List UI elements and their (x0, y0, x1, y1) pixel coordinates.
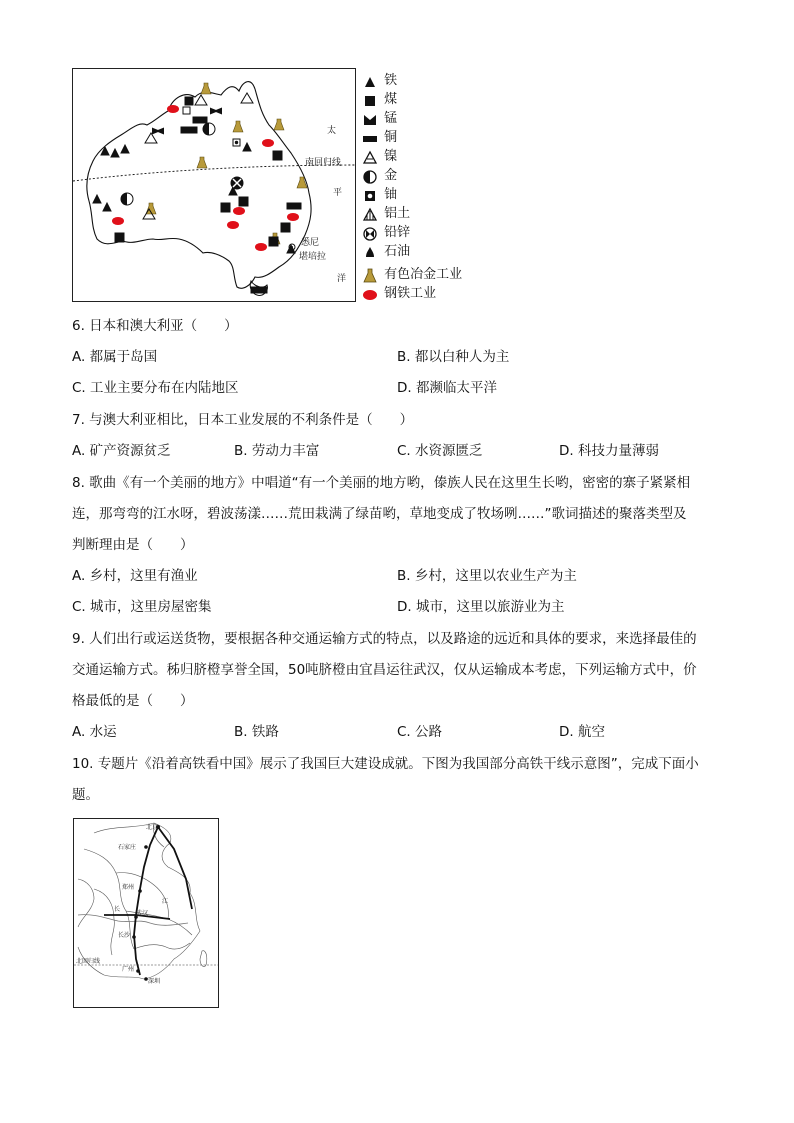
australia-map-legend (362, 72, 502, 304)
australia-coastline (87, 82, 311, 289)
question-8-stem-line-3: 判断理由是（ ） (72, 537, 194, 553)
legend-item-steel: 钢铁工业 (362, 285, 436, 303)
question-8-option-c[interactable]: C. 城市，这里房屋密集 (72, 599, 212, 615)
legend-item-manganese: 锰 (362, 110, 397, 128)
square-dot-icon (362, 187, 378, 203)
triangle-outline-icon (362, 149, 378, 165)
question-9-option-c[interactable]: C. 公路 (397, 724, 443, 740)
river-label-jiang: 江 (162, 898, 169, 905)
red-oval-icon (362, 286, 378, 302)
oil-drop-icon (362, 244, 378, 260)
triangle-hatched-icon (362, 206, 378, 222)
city-shijiazhuang: 石家庄 (118, 844, 137, 851)
australia-map-frame (72, 68, 356, 302)
question-7-stem: 7. 与澳大利亚相比，日本工业发展的不利条件是（ ） (72, 412, 414, 428)
question-9-option-a[interactable]: A. 水运 (72, 724, 117, 740)
question-8-option-d[interactable]: D. 城市，这里以旅游业为主 (397, 599, 565, 615)
legend-item-lead-zinc: 铅锌 (362, 224, 410, 242)
city-beijing: 北京 (146, 824, 159, 831)
question-9-stem-line-3: 格最低的是（ ） (72, 693, 194, 709)
hourglass-circle-icon (362, 225, 378, 241)
tropic-label: 南回归线 (305, 158, 342, 168)
city-wuhan: 武汉 (136, 910, 149, 917)
square-filled-icon (362, 92, 378, 108)
taiwan-outline (200, 951, 207, 967)
legend-item-coal: 煤 (362, 91, 397, 109)
question-9-stem-line-1: 9. 人们出行或运送货物，要根据各种交通运输方式的特点，以及路途的远近和具体的要求，来选择最佳的 (72, 631, 697, 647)
flask-icon (362, 267, 378, 283)
australia-map (73, 69, 355, 301)
question-6-option-a[interactable]: A. 都属于岛国 (72, 349, 158, 365)
city-guangzhou: 广州 (122, 966, 135, 973)
question-10-stem-line-1: 10. 专题片《沿着高铁看中国》展示了我国巨大建设成就。下图为我国部分高铁干线示意图”，完成下面小 (72, 756, 699, 772)
ocean-label-yang: 洋 (337, 274, 347, 284)
legend-item-nickel: 镍 (362, 148, 397, 166)
question-7-option-d[interactable]: D. 科技力量薄弱 (559, 443, 659, 459)
ocean-label-ping: 平 (333, 188, 343, 198)
question-9-stem-line-2: 交通运输方式。秭归脐橙享誉全国，50吨脐橙由宜昌运往武汉，仅从运输成本考虑，下列运输方式中，价 (72, 662, 697, 678)
question-6-option-b[interactable]: B. 都以白种人为主 (397, 349, 510, 365)
bar-icon (362, 130, 378, 146)
question-6-option-c[interactable]: C. 工业主要分布在内陆地区 (72, 380, 239, 396)
city-changsha: 长沙 (118, 932, 131, 939)
half-circle-icon (362, 168, 378, 184)
legend-item-iron: 铁 (362, 72, 397, 90)
legend-item-oil: 石油 (362, 243, 410, 261)
question-6-stem: 6. 日本和澳大利亚（ ） (72, 318, 238, 334)
outline-markers (121, 93, 253, 219)
yangtze-river (78, 915, 188, 926)
legend-item-copper: 铜 (362, 129, 397, 147)
sydney-label: 悉尼 (301, 238, 320, 248)
legend-item-bauxite: 铝土 (362, 205, 410, 223)
tropic-of-cancer-label: 北回归线 (76, 958, 101, 965)
question-8-option-a[interactable]: A. 乡村，这里有渔业 (72, 568, 198, 584)
triangle-filled-icon (362, 73, 378, 89)
question-9-option-d[interactable]: D. 航空 (559, 724, 605, 740)
question-8-option-b[interactable]: B. 乡村，这里以农业生产为主 (397, 568, 577, 584)
question-6-option-d[interactable]: D. 都濒临太平洋 (397, 380, 497, 396)
legend-item-uranium: 铀 (362, 186, 397, 204)
question-7-option-c[interactable]: C. 水资源匮乏 (397, 443, 483, 459)
china-rail-map-frame (73, 818, 219, 1008)
question-7-option-b[interactable]: B. 劳动力丰富 (234, 443, 320, 459)
legend-item-metallurgy: 有色冶金工业 (362, 266, 462, 284)
china-rail-map (74, 819, 218, 1007)
question-8-stem-line-1: 8. 歌曲《有一个美丽的地方》中唱道“有一个美丽的地方哟，傣族人民在这里生长哟，密密的寨子紧紧相 (72, 475, 691, 491)
legend-item-gold: 金 (362, 167, 397, 185)
canberra-label: 堪培拉 (299, 252, 327, 262)
city-zhengzhou: 郑州 (122, 884, 135, 891)
river-label-chang: 长 (114, 906, 121, 913)
question-10-stem-line-2: 题。 (72, 787, 99, 803)
question-7-option-a[interactable]: A. 矿产资源贫乏 (72, 443, 171, 459)
question-9-option-b[interactable]: B. 铁路 (234, 724, 279, 740)
ocean-label-tai: 太 (327, 126, 337, 136)
bowtie-icon (362, 111, 378, 127)
question-8-stem-line-2: 连，那弯弯的江水呀，碧波荡漾……荒田栽满了绿苗哟，草地变成了牧场咧……”歌词描述的聚落类型及 (72, 506, 687, 522)
city-shenzhen: 深圳 (148, 978, 161, 985)
